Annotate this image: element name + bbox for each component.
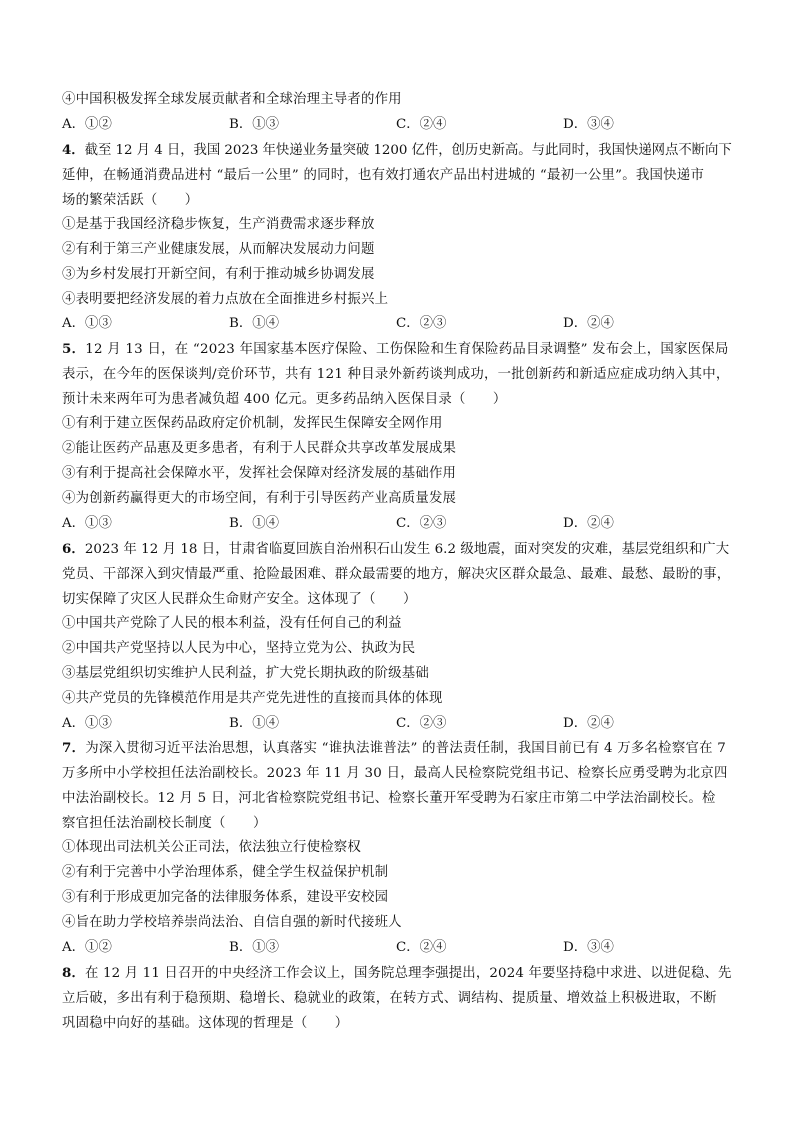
question-stem-line: [62, 961, 732, 986]
question-number: 5．: [62, 341, 86, 358]
option-line: ①是基于我国经济稳步恢复，生产消费需求逐步释放: [62, 216, 375, 232]
answer-choice-b[interactable]: B．①④: [229, 715, 280, 731]
question-stem-text: 延伸，在畅通消费品进村 “最后一公里” 的同时，也有效打通农产品出村进城的 “最初一公里”。我国快递市: [62, 167, 705, 183]
question-list: [62, 138, 732, 1036]
question-stem-line: [62, 811, 732, 836]
question-number: 8．: [62, 964, 86, 981]
answer-choice-b[interactable]: B．①③: [229, 940, 280, 956]
option-line: ②有利于第三产业健康发展，从而解决发展动力问题: [62, 241, 375, 257]
answer-choice-b[interactable]: B．①④: [229, 316, 280, 332]
answer-choice-c[interactable]: C．②④: [396, 940, 447, 956]
option-line: ②中国共产党坚持以人民为中心，坚持立党为公、执政为民: [62, 640, 416, 656]
question-stem-line: [62, 188, 732, 213]
question-number: 4．: [62, 141, 85, 158]
question-stem-line: [62, 138, 732, 163]
question-stem-text: 表示，在今年的医保谈判/竞价环节，共有 121 种目录外新药谈判成功，一批创新药和新适应症成功纳入其中，: [62, 367, 730, 383]
question-stem-line: [62, 362, 732, 387]
answer-choice-d[interactable]: D．②④: [563, 316, 614, 332]
question-block: [62, 138, 732, 338]
option-line: ③有利于形成更加完备的法律服务体系，建设平安校园: [62, 890, 389, 906]
question-stem-text: 中法治副校长。12 月 5 日，河北省检察院党组书记、检察长董开军受聘为石家庄市第二中学法治副校长。检: [62, 791, 716, 807]
answer-choice-d[interactable]: D．②④: [563, 515, 614, 531]
option-line: ①中国共产党除了人民的根本利益，没有任何自己的利益: [62, 615, 402, 631]
option-line: ③有利于提高社会保障水平，发挥社会保障对经济发展的基础作用: [62, 466, 457, 482]
question-stem-line: [62, 786, 732, 811]
option-line: ③基层党组织切实维护人民利益，扩大党长期执政的阶级基础: [62, 665, 429, 681]
question-stem-text: 立后破，多出有利于稳预期、稳增长、稳就业的政策，在转方式、调结构、提质量、增效益上积极进取，不断: [62, 990, 717, 1006]
question-stem-line: [62, 537, 732, 562]
question-stem-text: 截至 12 月 4 日，我国 2023 年快递业务量突破 1200 亿件，创历史新高。与此同时，我国快递网点不断向下: [84, 142, 732, 158]
question-stem-text: 察官担任法治副校长制度（ ）: [62, 816, 267, 832]
option-line: ④表明要把经济发展的着力点放在全面推进乡村振兴上: [62, 291, 389, 307]
question-stem-text: 巩固稳中向好的基础。这体现的哲理是（ ）: [62, 1015, 349, 1031]
question-stem-text: 预计未来两年可为患者减负超 400 亿元。更多药品纳入医保目录（ ）: [62, 392, 507, 408]
answer-choice-c[interactable]: C．②③: [396, 316, 447, 332]
question-stem-text: 为深入贯彻习近平法治思想，认真落实 “谁执法谁普法” 的普法责任制，我国目前已有 4 万多名检察官在 7: [85, 741, 727, 757]
option-line: ④共产党员的先锋模范作用是共产党先进性的直接而具体的体现: [62, 690, 443, 706]
question-block: [62, 537, 732, 737]
answer-choices: [62, 312, 732, 337]
option-line: ①有利于建立医保药品政府定价机制，发挥民生保障安全网作用: [62, 416, 443, 432]
answer-choices: [62, 512, 732, 537]
option-line: ④中国积极发挥全球发展贡献者和全球治理主导者的作用: [62, 92, 402, 107]
question-block: [62, 961, 732, 1036]
option-line: ①体现出司法机关公正司法，依法独立行使检察权: [62, 840, 361, 856]
answer-choice-c[interactable]: C．②③: [396, 715, 447, 731]
question-stem-line: [62, 163, 732, 188]
exam-content: [62, 88, 732, 1036]
option-line: ④旨在助力学校培养崇尚法治、自信自强的新时代接班人: [62, 915, 402, 931]
answer-choice-d[interactable]: D．②④: [563, 715, 614, 731]
question-block: [62, 736, 732, 961]
question-stem-line: [62, 562, 732, 587]
question-stem-line: [62, 761, 732, 786]
question-number: 6．: [62, 540, 85, 557]
question-stem-line: [62, 587, 732, 612]
option-line: ②有利于完善中小学治理体系，健全学生权益保护机制: [62, 865, 389, 881]
answer-choice-d[interactable]: D．③④: [563, 116, 614, 132]
answer-choice-a[interactable]: A．①②: [62, 940, 112, 956]
answer-choice-a[interactable]: A．①③: [62, 715, 112, 731]
answer-choices: [62, 712, 732, 737]
question-stem-text: 场的繁荣活跃（ ）: [62, 192, 199, 208]
answer-choice-a[interactable]: A．①③: [62, 515, 112, 531]
answer-choices: [62, 113, 732, 138]
option-line: ②能让医药产品惠及更多患者，有利于人民群众共享改革发展成果: [62, 441, 457, 457]
question-stem-text: 12 月 13 日，在 “2023 年国家基本医疗保险、工伤保险和生育保险药品目录调整” 发布会上，国家医保局: [85, 342, 729, 358]
question-stem-text: 切实保障了灾区人民群众生命财产安全。这体现了（ ）: [62, 591, 417, 607]
question-stem-line: [62, 986, 732, 1011]
answer-choice-b[interactable]: B．①④: [229, 515, 280, 531]
answer-choices: [62, 936, 732, 961]
option-line: ③为乡村发展打开新空间，有利于推动城乡协调发展: [62, 266, 375, 282]
answer-choice-c[interactable]: C．②③: [396, 515, 447, 531]
answer-choice-a[interactable]: A．①③: [62, 316, 112, 332]
answer-choice-a[interactable]: A．①②: [62, 116, 112, 132]
question-stem-line: [62, 387, 732, 412]
option-line: ④为创新药赢得更大的市场空间，有利于引导医药产业高质量发展: [62, 491, 457, 507]
question-stem-text: 党员、干部深入到灾情最严重、抢险最困难、群众最需要的地方，解决灾区群众最急、最难、最愁、最盼的事，: [62, 566, 731, 582]
answer-choice-b[interactable]: B．①③: [229, 116, 280, 132]
answer-choice-c[interactable]: C．②④: [396, 116, 447, 132]
question-stem-text: 万多所中小学校担任法治副校长。2023 年 11 月 30 日，最高人民检察院党组书记、检察长应勇受聘为北京四: [62, 766, 728, 782]
question-stem-line: [62, 736, 732, 761]
question-stem-text: 在 12 月 11 日召开的中央经济工作会议上，国务院总理李强提出，2024 年要坚持稳中求进、以进促稳、先: [85, 965, 732, 981]
question-block: [62, 337, 732, 537]
answer-choice-d[interactable]: D．③④: [563, 940, 614, 956]
question-stem-text: 2023 年 12 月 18 日，甘肃省临夏回族自治州积石山发生 6.2 级地震，面对突发的灾难，基层党组织和广大: [84, 541, 730, 557]
question-stem-line: [62, 1011, 732, 1036]
question-stem-line: [62, 337, 732, 362]
question-number: 7．: [62, 740, 86, 757]
